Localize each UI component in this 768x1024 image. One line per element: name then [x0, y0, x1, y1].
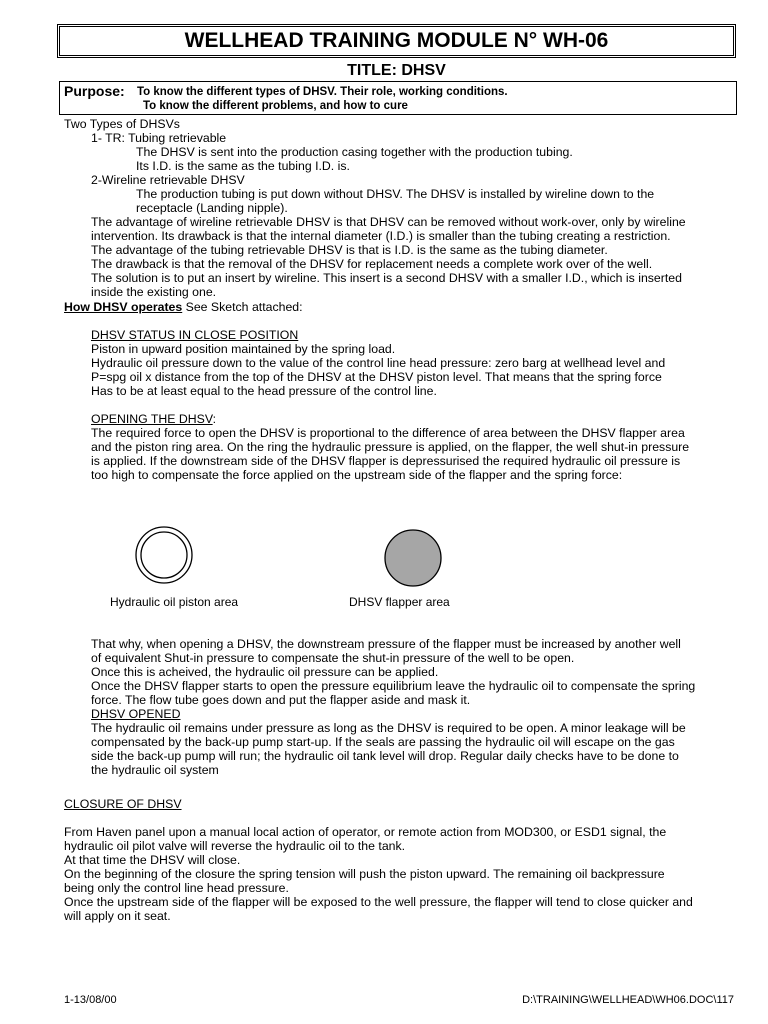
opening-line-3: is applied. If the downstream side of the DHSV flapper is depressurised the required hydraulic oil pressure is: [91, 454, 681, 468]
dhsv-opened-heading: DHSV OPENED: [91, 707, 181, 721]
purpose-line-1: To know the different types of DHSV. Their role, working conditions.: [137, 86, 508, 98]
opened-line-2: compensated by the back-up pump start-up. If the seals are passing the hydraulic oil will escape on the gas: [91, 735, 675, 749]
closure-line-1: From Haven panel upon a manual local action of operator, or remote action from MOD300, or ESD1 signal, the: [64, 825, 667, 839]
closure-line-6: Once the upstream side of the flapper will be exposed to the well pressure, the flapper will tend to close quicker and: [64, 895, 693, 909]
opened-line-4: the hydraulic oil system: [91, 763, 219, 777]
footer-file-path: D:\TRAINING\WELLHEAD\WH06.DOC\117: [522, 994, 734, 1006]
opening-heading: OPENING THE DHSV: [91, 412, 213, 426]
why-line-4: Once the DHSV flapper starts to open the pressure equilibrium leave the hydraulic oil to compensate the spring: [91, 679, 696, 693]
purpose-label: Purpose:: [64, 83, 125, 99]
type-2-desc-1: The production tubing is put down without DHSV. The DHSV is installed by wireline down to the: [136, 187, 655, 201]
advantage-line-6: inside the existing one.: [91, 285, 217, 299]
opened-line-1: The hydraulic oil remains under pressure as long as the DHSV is required to be open. A minor leakage will be: [91, 721, 686, 735]
close-line-3: P=spg oil x distance from the top of the DHSV at the DHSV piston level. That means that the spring force: [91, 370, 662, 384]
closure-heading: CLOSURE OF DHSV: [64, 797, 182, 811]
type-2-desc-2: receptacle (Landing nipple).: [136, 201, 288, 215]
why-line-2: of equivalent Shut-in pressure to compensate the shut-in pressure of the well to be open.: [91, 651, 575, 665]
type-2-title: 2-Wireline retrievable DHSV: [91, 173, 245, 187]
flapper-area-label: DHSV flapper area: [349, 595, 450, 609]
types-heading: Two Types of DHSVs: [64, 117, 180, 131]
document-subtitle: TITLE: DHSV: [347, 62, 446, 79]
opening-line-4: too high to compensate the force applied on the upstream side of the flapper and the spring force:: [91, 468, 623, 482]
closure-line-5: being only the control line head pressure.: [64, 881, 289, 895]
opening-heading-colon: :: [212, 412, 217, 426]
opened-line-3: side the back-up pump will run; the hydraulic oil tank level will drop. Regular daily checks have to be done to: [91, 749, 679, 763]
piston-ring-inner-circle: [141, 532, 187, 578]
purpose-line-2: To know the different problems, and how to cure: [143, 100, 408, 112]
opening-line-2: and the piston ring area. On the ring the hydraulic pressure is applied, on the flapper, the well shut-in pressure: [91, 440, 690, 454]
advantage-line-3: The advantage of the tubing retrievable DHSV is that is I.D. is the same as the tubing diameter.: [91, 243, 608, 257]
why-line-1: That why, when opening a DHSV, the downstream pressure of the flapper must be increased by another well: [91, 637, 681, 651]
footer-date: 1-13/08/00: [64, 994, 117, 1006]
why-line-3: Once this is acheived, the hydraulic oil pressure can be applied.: [91, 665, 439, 679]
advantage-line-1: The advantage of wireline retrievable DHSV is that DHSV can be removed without work-over, only by wireline: [91, 215, 686, 229]
close-line-2: Hydraulic oil pressure down to the value of the control line head pressure: zero barg at wellhead level and: [91, 356, 666, 370]
closure-line-3: At that time the DHSV will close.: [64, 853, 241, 867]
how-operates-text: See Sketch attached:: [182, 300, 303, 314]
flapper-area-circle: [385, 530, 441, 586]
closure-line-4: On the beginning of the closure the spring tension will push the piston upward. The remaining oil backpressure: [64, 867, 665, 881]
advantage-line-4: The drawback is that the removal of the DHSV for replacement needs a complete work over of the well.: [91, 257, 653, 271]
why-line-5: force. The flow tube goes down and put the flapper aside and mask it.: [91, 693, 471, 707]
advantage-line-5: The solution is to put an insert by wireline. This insert is a second DHSV with a smaller I.D., which is inserted: [91, 271, 682, 285]
type-1-desc-1: The DHSV is sent into the production casing together with the production tubing.: [136, 145, 573, 159]
opening-line-1: The required force to open the DHSV is proportional to the difference of area between the DHSV flapper area: [91, 426, 685, 440]
piston-area-label: Hydraulic oil piston area: [110, 595, 239, 609]
type-1-title: 1- TR: Tubing retrievable: [91, 131, 227, 145]
page-title: WELLHEAD TRAINING MODULE N° WH-06: [184, 29, 609, 52]
how-operates-heading: How DHSV operates: [64, 300, 183, 314]
closure-line-2: hydraulic oil pilot valve will reverse the hydraulic oil to the tank.: [64, 839, 406, 853]
type-1-desc-2: Its I.D. is the same as the tubing I.D. is.: [136, 159, 350, 173]
close-position-heading: DHSV STATUS IN CLOSE POSITION: [91, 328, 299, 342]
close-line-4: Has to be at least equal to the head pressure of the control line.: [91, 384, 437, 398]
close-line-1: Piston in upward position maintained by the spring load.: [91, 342, 396, 356]
closure-line-7: will apply on it seat.: [64, 909, 171, 923]
advantage-line-2: intervention. Its drawback is that the internal diameter (I.D.) is smaller than the tubing creating a restriction.: [91, 229, 671, 243]
